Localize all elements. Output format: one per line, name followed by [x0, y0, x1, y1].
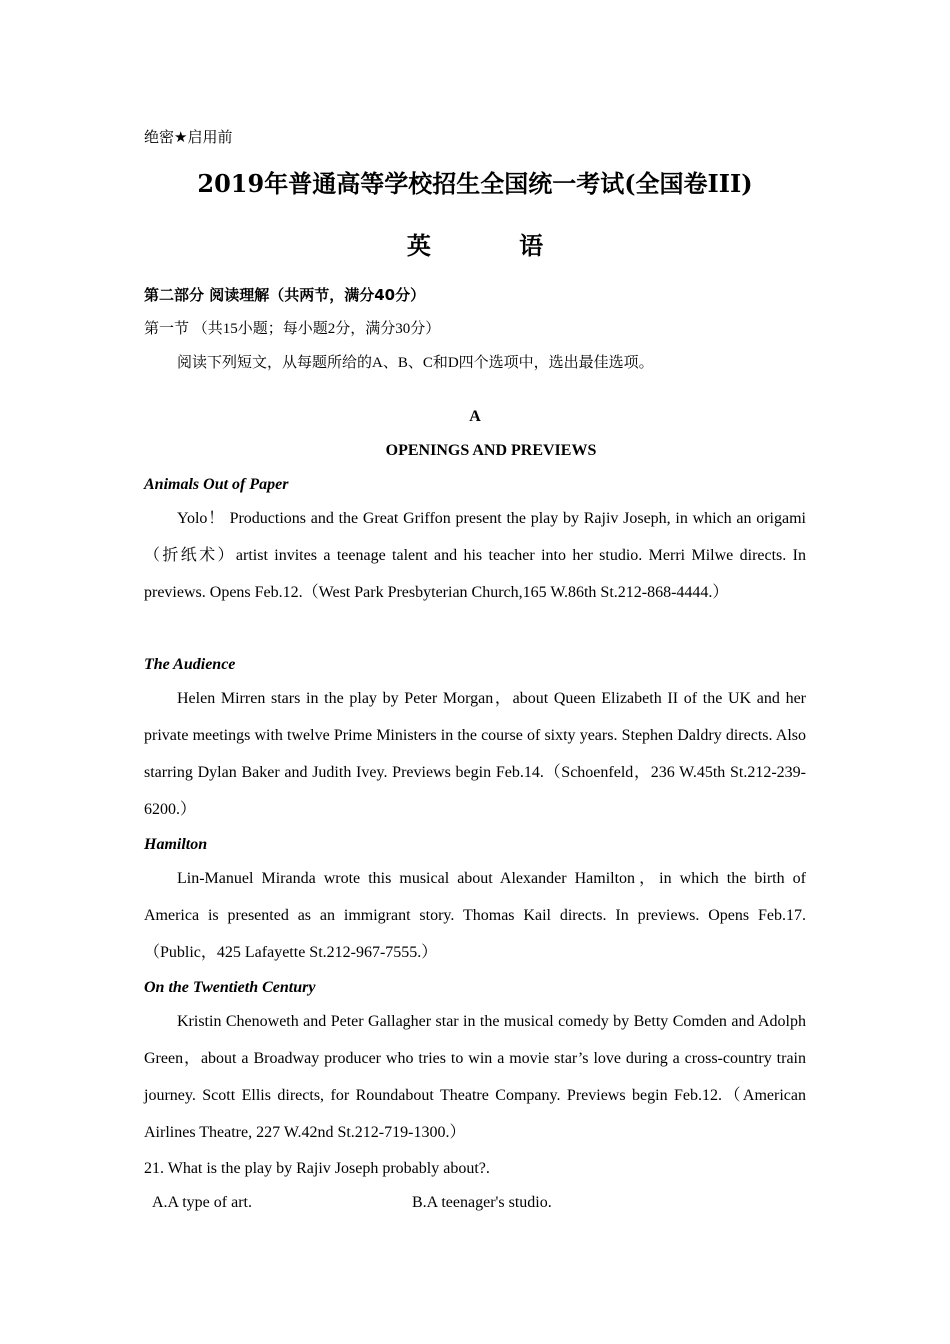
section-heading: 第一节 （共15小题；每小题2分，满分30分） [144, 321, 441, 337]
entry-text: Yolo！ Productions and the Great Griffon present the play by Rajiv Joseph, in which an origami（折纸术）artist invites a teenage talent and his teacher into her studio. Merri Milwe directs. In previews. Opens Feb.12.（West Park Presbyterian Church,165 W.86th St.212-868-4444.） [144, 510, 806, 601]
passage-title: OPENINGS AND PREVIEWS [385, 442, 597, 459]
confidential-label: 绝密★启用前 [144, 128, 233, 146]
entry-title: Hamilton [144, 836, 208, 853]
part-heading: 第二部分 阅读理解（共两节，满分40分） [144, 286, 426, 304]
entry-title: On the Twentieth Century [144, 979, 316, 996]
question-21: 21. What is the play by Rajiv Joseph probably about?. [144, 1160, 490, 1177]
entry-text: Lin-Manuel Miranda wrote this musical about Alexander Hamilton，in which the birth of America is presented as an immigrant story. Thomas Kail directs. In previews. Opens Feb.17.（Public，425 Lafayette St.212-967-7555.） [144, 870, 807, 961]
entry-title: The Audience [144, 656, 236, 673]
option-b: B.A teenager's studio. [412, 1194, 552, 1211]
entry-text: Helen Mirren stars in the play by Peter Morgan，about Queen Elizabeth II of the UK and her private meetings with twelve Prime Ministers in the course of sixty years. Stephen Daldry directs. Also starring Dylan Baker and Judith Ivey. Previews begin Feb.14.（Schoenfeld，236 W.45th St.212-239-6200.） [144, 690, 806, 818]
option-a: A.A type of art. [152, 1194, 252, 1211]
exam-title: 2019年普通高等学校招生全国统一考试(全国卷III) [197, 169, 753, 198]
entry-title: Animals Out of Paper [144, 476, 289, 493]
subject-title: 英 语 [406, 232, 584, 260]
entry-text: Kristin Chenoweth and Peter Gallagher star in the musical comedy by Betty Comden and Adolph Green，about a Broadway producer who tries to win a movie star’s love during a cross-country train journey. Scott Ellis directs, for Roundabout Theatre Company. Previews begin Feb.12.（American Airlines Theatre, 227 W.42nd St.212-719-1300.） [144, 1013, 806, 1141]
instructions: 阅读下列短文，从每题所给的A、B、C和D四个选项中，选出最佳选项。 [177, 355, 654, 371]
passage-letter: A [469, 408, 481, 425]
